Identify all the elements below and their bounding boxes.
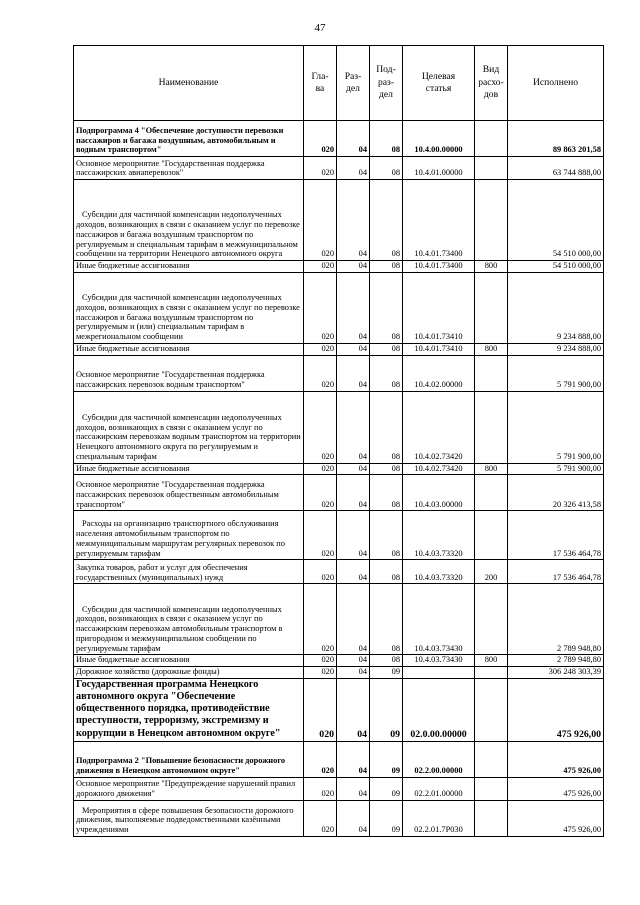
- cell-name: Иные бюджетные ассигнования: [74, 655, 304, 667]
- cell-celevaya: 10.4.00.00000: [403, 121, 475, 157]
- cell-amount: 54 510 000,00: [508, 261, 604, 273]
- cell-name: Закупка товаров, работ и услуг для обеспечения государственных (муниципальных) нужд: [74, 560, 304, 584]
- cell-glava: 020: [304, 584, 337, 655]
- cell-vid: [475, 475, 508, 511]
- cell-razdel: 04: [337, 121, 370, 157]
- cell-amount: 475 926,00: [508, 800, 604, 836]
- cell-name: Субсидии для частичной компенсации недополученных доходов, возникающих в связи с оказанием услуг по перевозке пассажиров и багажа воздушным транспортом по регулируемым и (или) специальным тарифам в межрегиональном сообщении: [74, 272, 304, 343]
- cell-razdel: 04: [337, 741, 370, 777]
- cell-amount: 475 926,00: [508, 777, 604, 800]
- cell-razdel: 04: [337, 560, 370, 584]
- page-number: 47: [314, 22, 326, 34]
- cell-podrazdel: 08: [370, 391, 403, 463]
- table-row: [74, 584, 604, 655]
- cell-vid: [475, 800, 508, 836]
- cell-podrazdel: 08: [370, 584, 403, 655]
- cell-razdel: 04: [337, 655, 370, 667]
- cell-podrazdel: 09: [370, 678, 403, 741]
- cell-razdel: 04: [337, 667, 370, 679]
- cell-vid: 200: [475, 560, 508, 584]
- cell-name: Расходы на организацию транспортного обслуживания населения автомобильным транспортом по межмуниципальным маршрутам регулярных перевозок по регулируемым тарифам: [74, 511, 304, 560]
- cell-podrazdel: 08: [370, 261, 403, 273]
- cell-vid: [475, 667, 508, 679]
- cell-amount: 475 926,00: [508, 678, 604, 741]
- cell-amount: 2 789 948,80: [508, 584, 604, 655]
- cell-celevaya: 10.4.03.00000: [403, 475, 475, 511]
- table-row: [74, 667, 604, 679]
- table-row: [74, 157, 604, 180]
- cell-amount: 306 248 303,39: [508, 667, 604, 679]
- cell-name: Государственная программа Ненецкого автономного округа "Обеспечение общественного порядка, противодействие преступности, терроризму, экстремизму и коррупции в Ненецком автономном округе": [74, 678, 304, 741]
- cell-vid: [475, 678, 508, 741]
- cell-celevaya: 10.4.01.00000: [403, 157, 475, 180]
- cell-celevaya: [403, 667, 475, 679]
- header-razdel: Раз- дел: [337, 46, 370, 121]
- cell-name: Субсидии для частичной компенсации недополученных доходов, возникающих в связи с оказанием услуг по перевозке пассажиров и багажа воздушным транспортом по регулируемым и специальным тарифам в межмуниципальном сообщении на территории Ненецкого автономного округа: [74, 180, 304, 261]
- table-row: [74, 475, 604, 511]
- cell-podrazdel: 08: [370, 343, 403, 355]
- cell-razdel: 04: [337, 355, 370, 391]
- cell-vid: [475, 180, 508, 261]
- cell-podrazdel: 08: [370, 180, 403, 261]
- cell-celevaya: 10.4.02.73420: [403, 463, 475, 475]
- table-row: [74, 511, 604, 560]
- cell-glava: 020: [304, 511, 337, 560]
- cell-vid: [475, 511, 508, 560]
- cell-podrazdel: 08: [370, 272, 403, 343]
- table-row: [74, 355, 604, 391]
- cell-vid: [475, 741, 508, 777]
- cell-celevaya: 10.4.01.73400: [403, 261, 475, 273]
- cell-podrazdel: 08: [370, 463, 403, 475]
- cell-celevaya: 02.0.00.00000: [403, 678, 475, 741]
- cell-glava: 020: [304, 343, 337, 355]
- table-row: [74, 678, 604, 741]
- cell-podrazdel: 09: [370, 741, 403, 777]
- cell-name: Основное мероприятие "Государственная поддержка пассажирских авиаперевозок": [74, 157, 304, 180]
- header-vid: Вид расхо- дов: [475, 46, 508, 121]
- cell-amount: 9 234 888,00: [508, 272, 604, 343]
- header-celevaya: Целевая статья: [403, 46, 475, 121]
- cell-podrazdel: 08: [370, 157, 403, 180]
- cell-vid: [475, 121, 508, 157]
- cell-podrazdel: 08: [370, 475, 403, 511]
- cell-amount: 2 789 948,80: [508, 655, 604, 667]
- cell-amount: 54 510 000,00: [508, 180, 604, 261]
- cell-glava: 020: [304, 272, 337, 343]
- cell-name: Подпрограмма 2 "Повышение безопасности дорожного движения в Ненецком автономном округе": [74, 741, 304, 777]
- cell-vid: [475, 272, 508, 343]
- cell-name: Основное мероприятие "Государственная поддержка пассажирских перевозок водным транспортом": [74, 355, 304, 391]
- cell-vid: 800: [475, 343, 508, 355]
- cell-glava: 020: [304, 391, 337, 463]
- cell-vid: 800: [475, 655, 508, 667]
- cell-razdel: 04: [337, 157, 370, 180]
- cell-amount: 5 791 900,00: [508, 355, 604, 391]
- table-row: [74, 180, 604, 261]
- cell-celevaya: 02.2.00.00000: [403, 741, 475, 777]
- table-row: [74, 261, 604, 273]
- cell-vid: 800: [475, 463, 508, 475]
- cell-celevaya: 10.4.02.00000: [403, 355, 475, 391]
- cell-amount: 63 744 888,00: [508, 157, 604, 180]
- cell-razdel: 04: [337, 584, 370, 655]
- cell-celevaya: 10.4.03.73320: [403, 560, 475, 584]
- cell-celevaya: 02.2.01.00000: [403, 777, 475, 800]
- cell-name: Основное мероприятие "Государственная поддержка пассажирских перевозок общественным автомобильным транспортом": [74, 475, 304, 511]
- header-podrazdel: Под- раз- дел: [370, 46, 403, 121]
- cell-glava: 020: [304, 655, 337, 667]
- cell-celevaya: 10.4.03.73430: [403, 655, 475, 667]
- cell-podrazdel: 09: [370, 777, 403, 800]
- cell-glava: 020: [304, 777, 337, 800]
- table-row: [74, 655, 604, 667]
- cell-vid: [475, 355, 508, 391]
- cell-name: Подпрограмма 4 "Обеспечение доступности перевозки пассажиров и багажа воздушным, автомобильным и водным транспортом": [74, 121, 304, 157]
- cell-podrazdel: 08: [370, 655, 403, 667]
- table-row: [74, 121, 604, 157]
- cell-vid: [475, 391, 508, 463]
- cell-name: Субсидии для частичной компенсации недополученных доходов, возникающих в связи с оказанием услуг по пассажирским перевозкам автомобильным транспортом в пригородном и межмуниципальном сообщении по регулируемым тарифам: [74, 584, 304, 655]
- cell-podrazdel: 08: [370, 121, 403, 157]
- cell-razdel: 04: [337, 261, 370, 273]
- cell-name: Иные бюджетные ассигнования: [74, 463, 304, 475]
- cell-vid: 800: [475, 261, 508, 273]
- cell-celevaya: 10.4.03.73430: [403, 584, 475, 655]
- table-row: [74, 463, 604, 475]
- cell-vid: [475, 157, 508, 180]
- cell-name: Иные бюджетные ассигнования: [74, 261, 304, 273]
- cell-razdel: 04: [337, 463, 370, 475]
- cell-razdel: 04: [337, 343, 370, 355]
- table-row: [74, 777, 604, 800]
- cell-celevaya: 02.2.01.7P030: [403, 800, 475, 836]
- cell-glava: 020: [304, 261, 337, 273]
- cell-glava: 020: [304, 667, 337, 679]
- cell-vid: [475, 584, 508, 655]
- cell-razdel: 04: [337, 180, 370, 261]
- cell-amount: 17 536 464,78: [508, 560, 604, 584]
- cell-amount: 5 791 900,00: [508, 391, 604, 463]
- table-row: [74, 272, 604, 343]
- cell-podrazdel: 08: [370, 511, 403, 560]
- cell-amount: 5 791 900,00: [508, 463, 604, 475]
- cell-razdel: 04: [337, 777, 370, 800]
- cell-name: Мероприятия в сфере повышения безопасности дорожного движения, выполняемые подведомственными казёнными учреждениями: [74, 800, 304, 836]
- cell-razdel: 04: [337, 391, 370, 463]
- budget-table: [73, 45, 604, 837]
- table-header-row: [74, 46, 604, 121]
- cell-amount: 17 536 464,78: [508, 511, 604, 560]
- cell-podrazdel: 09: [370, 667, 403, 679]
- cell-celevaya: 10.4.01.73410: [403, 343, 475, 355]
- table-row: [74, 741, 604, 777]
- cell-razdel: 04: [337, 272, 370, 343]
- cell-glava: 020: [304, 560, 337, 584]
- cell-name: Дорожное хозяйство (дорожные фонды): [74, 667, 304, 679]
- cell-amount: 9 234 888,00: [508, 343, 604, 355]
- cell-celevaya: 10.4.01.73400: [403, 180, 475, 261]
- cell-name: Основное мероприятие "Предупреждение нарушений правил дорожного движения": [74, 777, 304, 800]
- cell-glava: 020: [304, 157, 337, 180]
- cell-razdel: 04: [337, 678, 370, 741]
- cell-glava: 020: [304, 800, 337, 836]
- cell-razdel: 04: [337, 475, 370, 511]
- cell-glava: 020: [304, 475, 337, 511]
- cell-razdel: 04: [337, 511, 370, 560]
- header-glava: Гла- ва: [304, 46, 337, 121]
- cell-name: Иные бюджетные ассигнования: [74, 343, 304, 355]
- header-ispolneno: Исполнено: [508, 46, 604, 121]
- table-row: [74, 560, 604, 584]
- cell-podrazdel: 09: [370, 800, 403, 836]
- cell-glava: 020: [304, 180, 337, 261]
- cell-amount: 475 926,00: [508, 741, 604, 777]
- cell-vid: [475, 777, 508, 800]
- table-row: [74, 391, 604, 463]
- cell-amount: 20 326 413,58: [508, 475, 604, 511]
- cell-name: Субсидии для частичной компенсации недополученных доходов, возникающих в связи с оказанием услуг по пассажирским перевозкам водным транспортом на территории Ненецкого автономного округа по регулируемым и специальным тарифам: [74, 391, 304, 463]
- cell-glava: 020: [304, 463, 337, 475]
- table-row: [74, 800, 604, 836]
- cell-podrazdel: 08: [370, 355, 403, 391]
- header-name: Наименование: [74, 46, 304, 121]
- cell-glava: 020: [304, 355, 337, 391]
- cell-celevaya: 10.4.01.73410: [403, 272, 475, 343]
- cell-glava: 020: [304, 678, 337, 741]
- cell-amount: 89 863 201,58: [508, 121, 604, 157]
- cell-celevaya: 10.4.03.73320: [403, 511, 475, 560]
- cell-celevaya: 10.4.02.73420: [403, 391, 475, 463]
- cell-razdel: 04: [337, 800, 370, 836]
- cell-glava: 020: [304, 121, 337, 157]
- cell-glava: 020: [304, 741, 337, 777]
- table-row: [74, 343, 604, 355]
- table-body: [74, 121, 604, 837]
- cell-podrazdel: 08: [370, 560, 403, 584]
